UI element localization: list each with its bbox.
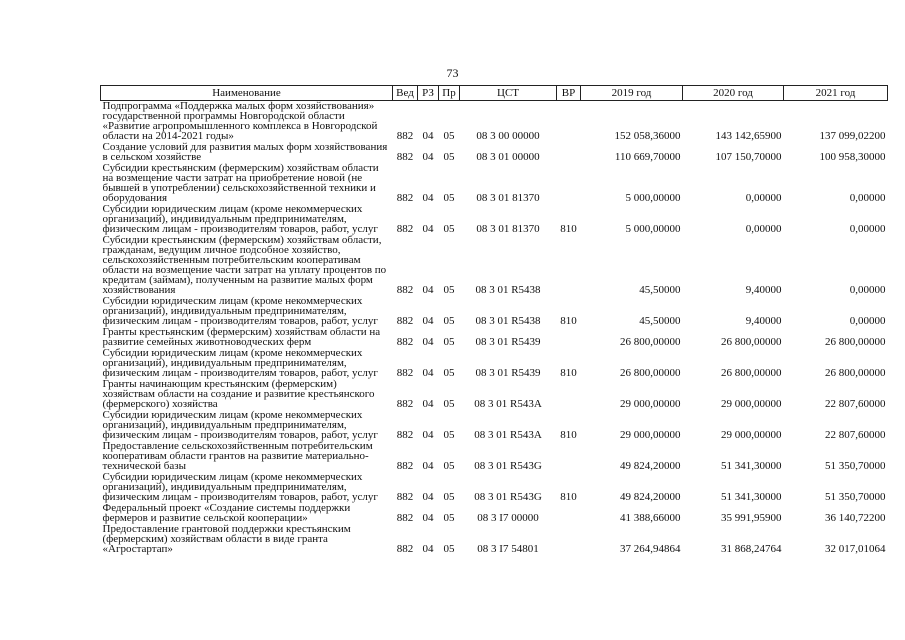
row-2021: 36 140,72200 [825,512,886,524]
row-2020: 0,00000 [745,192,782,204]
row-ved: 882 [396,491,414,503]
row-rz: 04 [422,223,434,235]
row-pr: 05 [443,398,455,410]
row-name: Субсидии крестьянским (фермерским) хозяйствам области, гражданам, ведущим личное подсобное хозяйство, сельскохозяйственным потребительским кооперативам области на возмещение части затрат на уплату процентов по кредитам (займам), полученным на развитие малых форм хозяйствования [102,234,387,296]
table-row [101,441,888,472]
row-cst: 08 3 I7 54801 [477,543,539,555]
row-name: Подпрограмма «Поддержка малых форм хозяйствования» государственной программы Новгородской области «Развитие агропромышленного комплекса в Новгородской области на 2014-2021 годы» [102,100,378,142]
row-pr: 05 [443,130,455,142]
row-pr: 05 [443,192,455,204]
row-vr [557,503,581,524]
row-2019: 37 264,94864 [620,543,681,555]
row-vr [557,101,581,143]
row-ved: 882 [396,367,414,379]
row-cst: 08 3 00 00000 [476,130,540,142]
row-2020: 26 800,00000 [721,336,782,348]
row-2019: 41 388,66000 [620,512,681,524]
row-pr: 05 [443,223,455,235]
row-cst: 08 3 01 81370 [476,223,540,235]
row-rz: 04 [422,192,434,204]
row-2019: 45,50000 [639,315,681,327]
table-row [101,379,888,410]
row-2020: 26 800,00000 [721,367,782,379]
row-cst: 08 3 01 00000 [476,151,540,163]
row-pr: 05 [443,543,455,555]
row-vr: 810 [560,367,577,379]
row-2021: 51 350,70000 [825,491,886,503]
row-2020: 143 142,65900 [715,130,782,142]
row-rz: 04 [422,336,434,348]
row-pr: 05 [443,460,455,472]
row-2021: 0,00000 [849,315,886,327]
row-ved: 882 [396,398,414,410]
row-vr: 810 [560,491,577,503]
row-2021: 22 807,60000 [825,429,886,441]
table-header-row [101,86,888,101]
row-2021: 0,00000 [849,192,886,204]
row-ved: 882 [396,429,414,441]
row-cst: 08 3 01 81370 [476,192,540,204]
table-row [101,524,888,555]
row-ved: 882 [396,223,414,235]
col-header-cst: ЦСТ [460,86,557,101]
row-ved: 882 [396,192,414,204]
row-name: Предоставление грантовой поддержки крестьянским (фермерским) хозяйствам области в виде гранта «Агростартап» [102,523,351,555]
row-cst: 08 3 01 R543G [474,491,542,503]
row-cst: 08 3 01 R543A [474,398,542,410]
row-2020: 9,40000 [745,284,782,296]
table-row [101,472,888,503]
row-pr: 05 [443,491,455,503]
row-cst: 08 3 01 R5438 [475,284,541,296]
row-name: Предоставление сельскохозяйственным потребительским кооперативам области грантов на развитие материально-технической базы [102,440,373,472]
col-header-name: Наименование [101,86,393,101]
table-row [101,101,888,143]
row-rz: 04 [422,151,434,163]
table-row [101,327,888,348]
row-2021: 0,00000 [849,284,886,296]
row-name: Гранты крестьянским (фермерским) хозяйствам области на развитие семейных животноводческих ферм [102,326,381,348]
col-header-pr: Пр [439,86,460,101]
row-2019: 29 000,00000 [620,398,681,410]
row-name: Субсидии крестьянским (фермерским) хозяйствам области на возмещение части затрат на приобретение новой (не бывшей в употреблении) сельскохозяйственной техники и оборудования [102,162,379,204]
row-ved: 882 [396,151,414,163]
row-name: Субсидии юридическим лицам (кроме некоммерческих организаций), индивидуальным предпринимателям, физическим лицам - производителям товаров, работ, услуг [102,347,378,379]
row-2021: 26 800,00000 [825,367,886,379]
row-cst: 08 3 01 R543A [474,429,542,441]
row-2020: 107 150,70000 [715,151,782,163]
row-rz: 04 [422,130,434,142]
row-cst: 08 3 01 R5439 [475,367,541,379]
row-pr: 05 [443,512,455,524]
row-vr [557,327,581,348]
row-cst: 08 3 I7 00000 [477,512,539,524]
table-row [101,163,888,204]
row-vr [557,235,581,296]
row-vr: 810 [560,315,577,327]
row-2020: 31 868,24764 [721,543,782,555]
row-2019: 45,50000 [639,284,681,296]
row-2020: 51 341,30000 [721,460,782,472]
row-2019: 26 800,00000 [620,336,681,348]
col-header-2020: 2020 год [683,86,784,101]
row-2019: 5 000,00000 [625,192,681,204]
row-2019: 5 000,00000 [625,223,681,235]
page-number: 73 [446,66,459,80]
row-cst: 08 3 01 R5438 [475,315,541,327]
col-header-rz: РЗ [418,86,439,101]
row-2020: 29 000,00000 [721,429,782,441]
row-2020: 9,40000 [745,315,782,327]
row-ved: 882 [396,512,414,524]
row-vr [557,379,581,410]
row-rz: 04 [422,512,434,524]
row-name: Субсидии юридическим лицам (кроме некоммерческих организаций), индивидуальным предпринимателям, физическим лицам - производителям товаров, работ, услуг [102,295,378,327]
table-row [101,204,888,235]
row-rz: 04 [422,491,434,503]
row-2021: 51 350,70000 [825,460,886,472]
row-2021: 32 017,01064 [825,543,886,555]
row-ved: 882 [396,284,414,296]
row-rz: 04 [422,543,434,555]
row-2019: 110 669,70000 [614,151,681,163]
table-row [101,410,888,441]
row-ved: 882 [396,460,414,472]
row-2021: 22 807,60000 [825,398,886,410]
row-rz: 04 [422,460,434,472]
row-ved: 882 [396,336,414,348]
row-2020: 51 341,30000 [721,491,782,503]
row-name: Гранты начинающим крестьянским (фермерским) хозяйствам области на создание и развитие крестьянского (фермерского) хозяйства [102,378,375,410]
table-row [101,296,888,327]
row-vr [557,163,581,204]
row-name: Субсидии юридическим лицам (кроме некоммерческих организаций), индивидуальным предпринимателям, физическим лицам - производителям товаров, работ, услуг [102,471,378,503]
row-vr [557,441,581,472]
row-2020: 29 000,00000 [721,398,782,410]
row-ved: 882 [396,315,414,327]
row-rz: 04 [422,398,434,410]
row-pr: 05 [443,151,455,163]
row-2019: 29 000,00000 [620,429,681,441]
table-row [101,503,888,524]
row-pr: 05 [443,315,455,327]
row-vr: 810 [560,223,577,235]
row-2020: 35 991,95900 [721,512,782,524]
row-2021: 26 800,00000 [825,336,886,348]
row-2019: 152 058,36000 [614,130,681,142]
row-rz: 04 [422,367,434,379]
row-rz: 04 [422,315,434,327]
budget-table [100,85,888,555]
row-2021: 100 958,30000 [819,151,886,163]
table-row [101,235,888,296]
row-pr: 05 [443,429,455,441]
col-header-2021: 2021 год [784,86,888,101]
row-2019: 49 824,20000 [620,460,681,472]
row-pr: 05 [443,284,455,296]
row-ved: 882 [396,543,414,555]
row-vr: 810 [560,429,577,441]
col-header-2019: 2019 год [581,86,683,101]
row-pr: 05 [443,336,455,348]
table-body [101,101,888,556]
table-row [101,348,888,379]
table-row [101,142,888,163]
row-cst: 08 3 01 R5439 [475,336,541,348]
row-vr [557,142,581,163]
row-2019: 49 824,20000 [620,491,681,503]
row-name: Субсидии юридическим лицам (кроме некоммерческих организаций), индивидуальным предпринимателям, физическим лицам - производителям товаров, работ, услуг [102,203,378,235]
row-2019: 26 800,00000 [620,367,681,379]
row-name: Субсидии юридическим лицам (кроме некоммерческих организаций), индивидуальным предпринимателям, физическим лицам - производителям товаров, работ, услуг [102,409,378,441]
row-name: Создание условий для развития малых форм хозяйствования в сельском хозяйстве [102,141,388,163]
row-2020: 0,00000 [745,223,782,235]
row-ved: 882 [396,130,414,142]
row-name: Федеральный проект «Создание системы поддержки фермеров и развитие сельской кооперации» [102,502,351,524]
row-2021: 0,00000 [849,223,886,235]
row-rz: 04 [422,284,434,296]
col-header-ved: Вед [393,86,418,101]
row-rz: 04 [422,429,434,441]
row-pr: 05 [443,367,455,379]
row-2021: 137 099,02200 [819,130,886,142]
row-cst: 08 3 01 R543G [474,460,542,472]
row-vr [557,524,581,555]
col-header-vr: ВР [557,86,581,101]
